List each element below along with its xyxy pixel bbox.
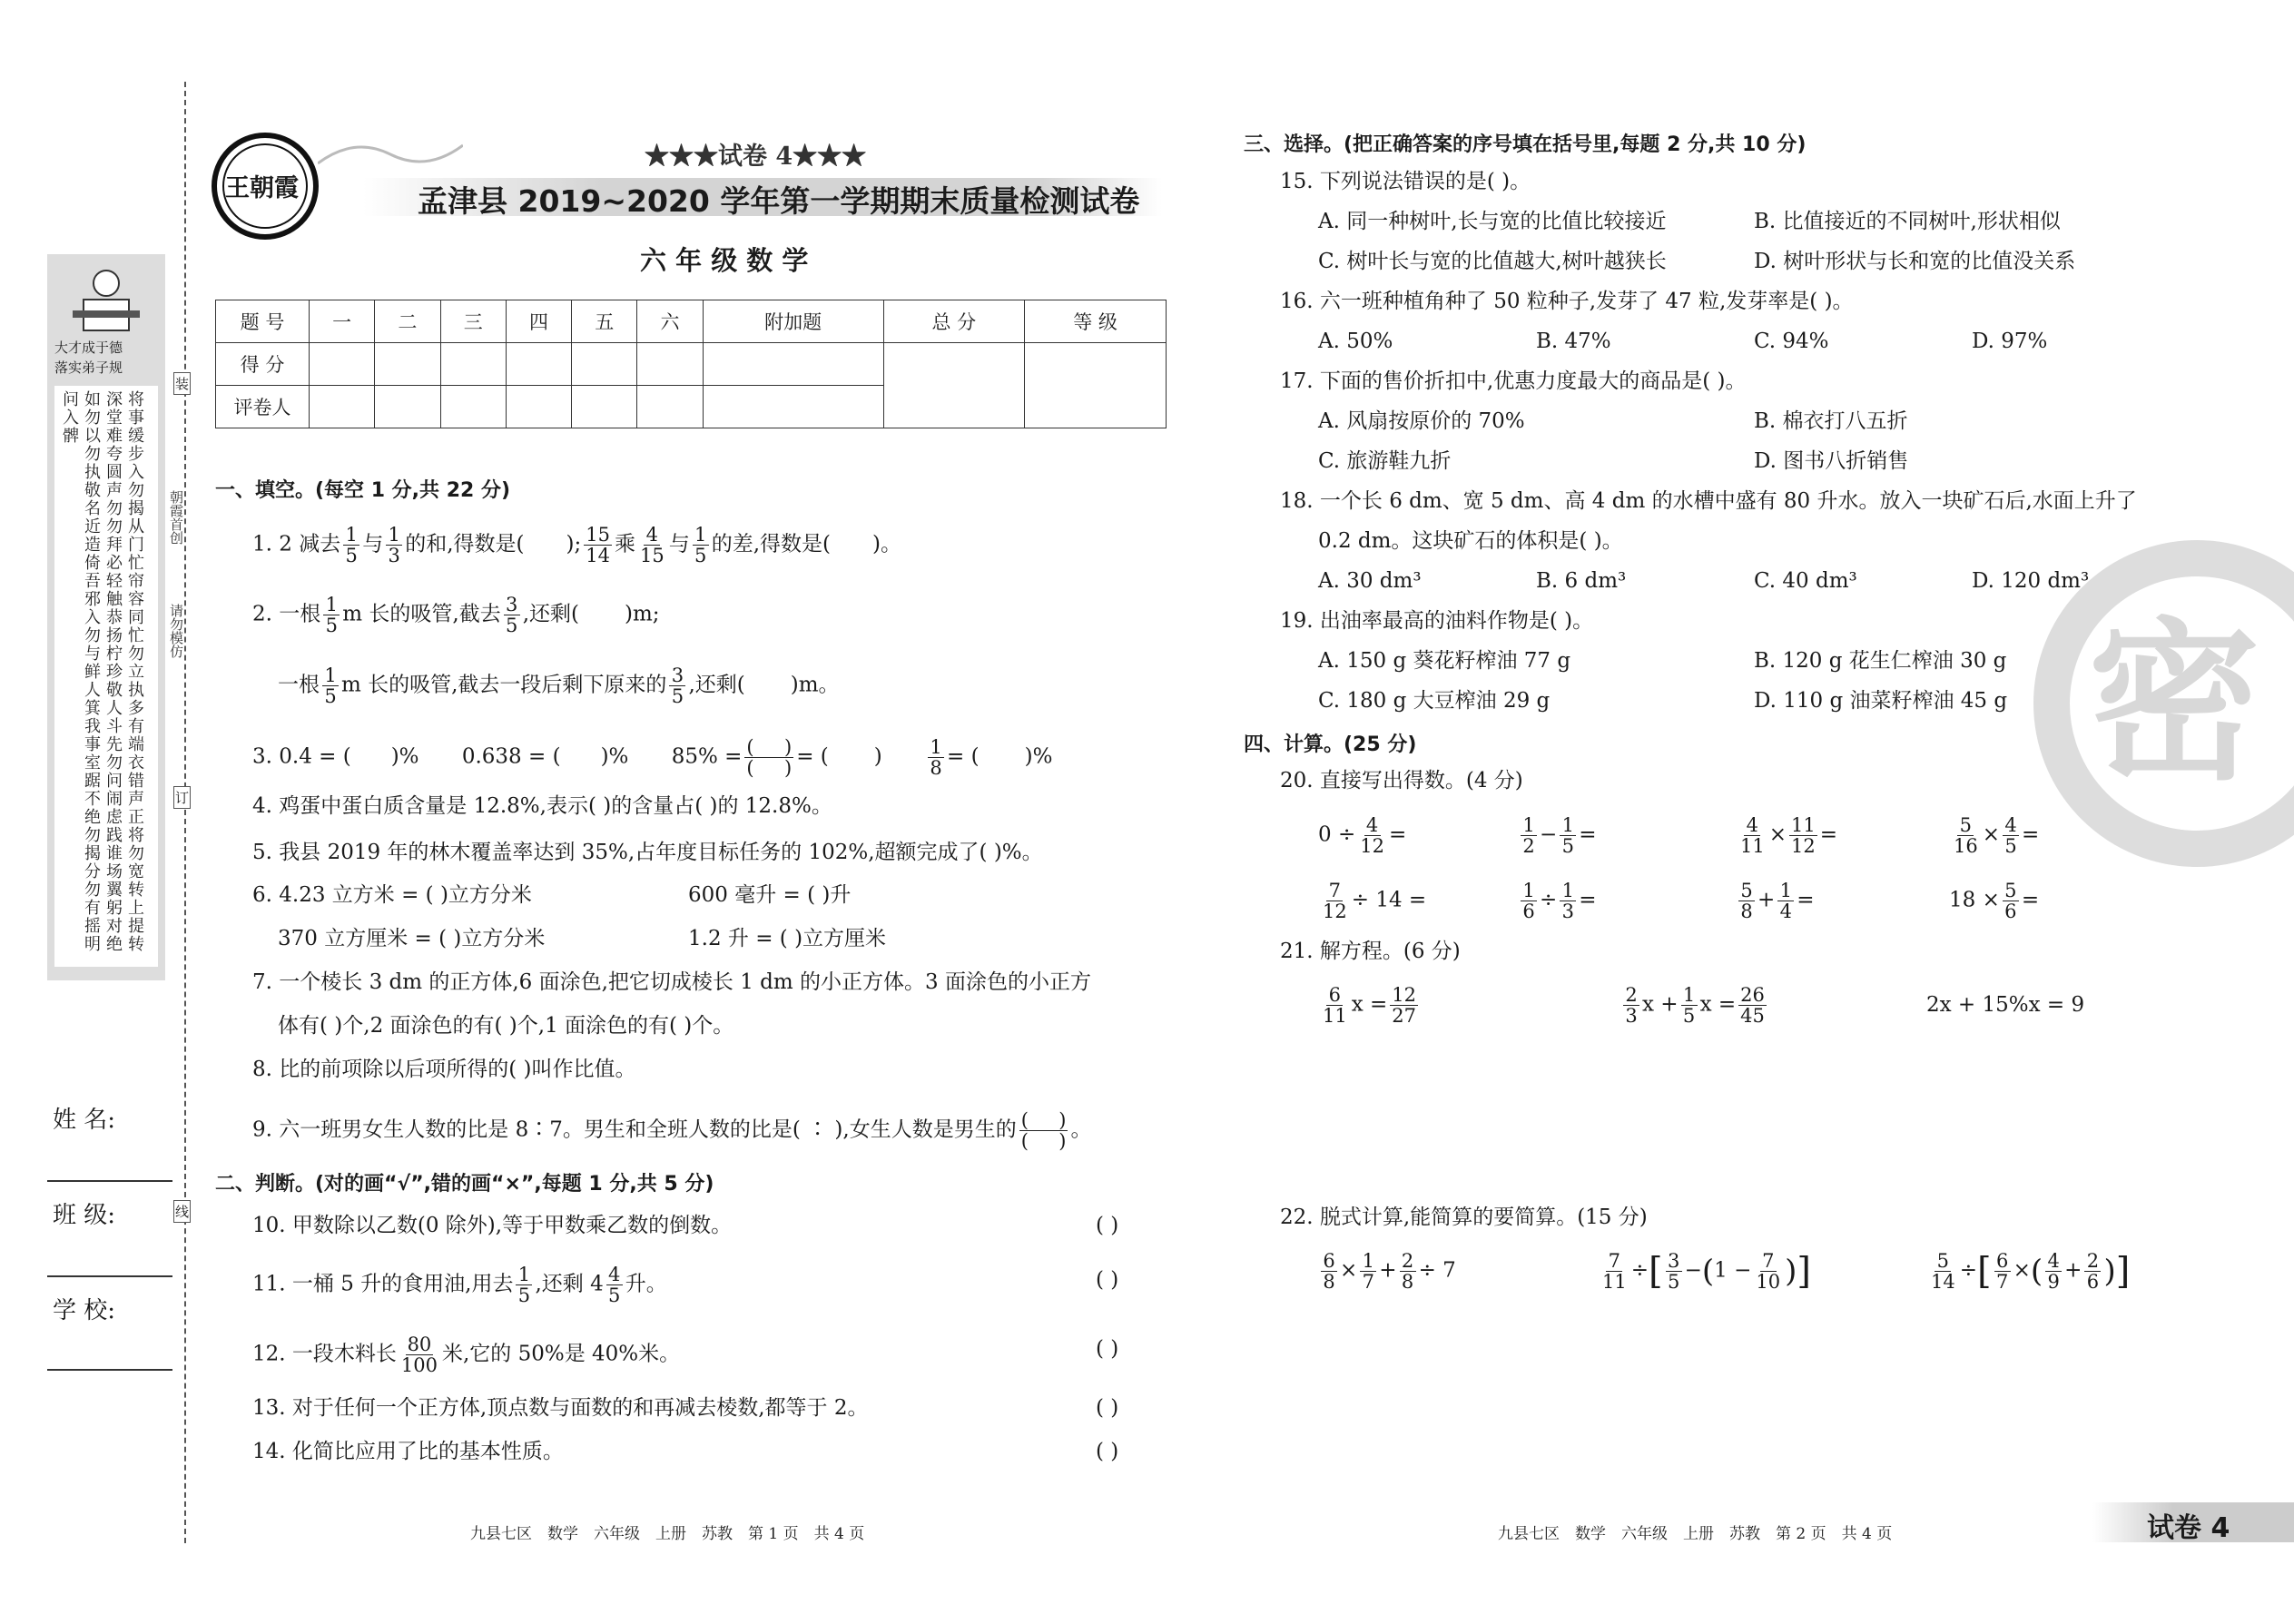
answer-box-11[interactable]: ( )	[1096, 1268, 1119, 1292]
option-17a: A. 风扇按原价的 70%	[1318, 409, 1525, 433]
equation-3: 2x + 15%x = 9	[1926, 993, 2085, 1017]
header-cell: 六	[637, 300, 703, 343]
question-13: 13. 对于任何一个正方体,顶点数与面数的和再减去棱数,都等于 2。	[252, 1396, 869, 1420]
option-16b: B. 47%	[1536, 330, 1611, 353]
school-field[interactable]	[47, 1369, 172, 1371]
option-15c: C. 树叶长与宽的比值越大,树叶越狭长	[1318, 250, 1667, 273]
expression-1: $\frac{6}{8}$ × $\frac{1}{7}$ + $\frac{2}{8}$ ÷ 7	[1318, 1251, 1456, 1292]
question-7b: 体有( )个,2 面涂色的有( )个,1 面涂色的有( )个。	[278, 1014, 734, 1038]
series-label: ★★★试卷 4★★★	[645, 143, 867, 171]
option-16a: A. 50%	[1318, 330, 1393, 353]
grader-cell[interactable]	[703, 386, 883, 428]
header-cell: 三	[440, 300, 506, 343]
option-15a: A. 同一种树叶,长与宽的比值比较接近	[1318, 210, 1667, 233]
cut-mark-ding: 订	[173, 786, 191, 809]
option-15b: B. 比值接近的不同树叶,形状相似	[1754, 210, 2061, 233]
question-6b: 600 毫升 = ( )升	[688, 883, 852, 907]
option-17b: B. 棉衣打八五折	[1754, 409, 1908, 433]
grader-cell[interactable]	[506, 386, 571, 428]
question-18b: 0.2 dm。这块矿石的体积是( )。	[1318, 529, 1623, 553]
question-1: 1. 2 减去 $\frac{1}{5}$ 与 $\frac{1}{3}$ 的和,得数是( ); $\frac{15}{14}$ 乘 $\frac{4}{15}$ 与 $\frac{1}{5}$ 的差,得数是( )。	[252, 524, 901, 566]
answer-box-12[interactable]: ( )	[1096, 1337, 1119, 1361]
section-4-heading: 四、计算。(25 分)	[1244, 733, 1417, 756]
section-2-heading: 二、判断。(对的画“√”,错的画“×”,每题 1 分,共 5 分)	[215, 1173, 714, 1196]
exam-title: 孟津县 2019~2020 学年第一学期期末质量检测试卷	[418, 183, 1140, 219]
page-footer-right: 九县七区 数学 六年级 上册 苏教 第 2 页 共 4 页	[1498, 1525, 1893, 1543]
option-18d: D. 120 dm³	[1972, 569, 2090, 593]
grade-cell[interactable]	[1025, 343, 1167, 428]
question-21: 21. 解方程。(6 分)	[1280, 940, 1461, 963]
answer-box-13[interactable]: ( )	[1096, 1396, 1119, 1420]
question-17: 17. 下面的售价折扣中,优惠力度最大的商品是( )。	[1280, 369, 1747, 393]
score-cell[interactable]	[637, 343, 703, 386]
header-cell: 附加题	[703, 300, 883, 343]
side-note-2: 请勿模仿	[168, 604, 184, 658]
question-18a: 18. 一个长 6 dm、宽 5 dm、高 4 dm 的水槽中盛有 80 升水。放入一块矿石后,水面上升了	[1280, 489, 2137, 513]
option-17c: C. 旅游鞋九折	[1318, 449, 1452, 473]
header-cell: 等 级	[1025, 300, 1167, 343]
row-label: 得 分	[216, 343, 310, 386]
score-cell[interactable]	[310, 343, 375, 386]
question-22: 22. 脱式计算,能简算的要简算。(15 分)	[1280, 1206, 1648, 1229]
option-17d: D. 图书八折销售	[1754, 449, 1909, 473]
calc-item-7: $\frac{5}{8}$ + $\frac{1}{4}$ =	[1736, 881, 1815, 921]
page-footer-left: 九县七区 数学 六年级 上册 苏教 第 1 页 共 4 页	[470, 1525, 865, 1543]
name-label: 姓 名:	[53, 1107, 116, 1134]
paper-badge: 试卷 4	[2147, 1512, 2230, 1544]
option-19c: C. 180 g 大豆榨油 29 g	[1318, 689, 1551, 713]
option-19a: A. 150 g 葵花籽榨油 77 g	[1318, 649, 1571, 673]
total-score-cell[interactable]	[883, 343, 1025, 428]
score-cell[interactable]	[440, 343, 506, 386]
question-4: 4. 鸡蛋中蛋白质含量是 12.8%,表示( )的含量占( )的 12.8%。	[252, 794, 832, 818]
equation-2: $\frac{2}{3}$ x + $\frac{1}{5}$ x = $\frac{26}{45}$	[1620, 985, 1769, 1026]
calc-item-1: 0 ÷ $\frac{4}{12}$ =	[1318, 814, 1407, 857]
scholar-figure	[67, 263, 145, 336]
question-19: 19. 出油率最高的油料作物是( )。	[1280, 609, 1594, 633]
cut-mark-xian: 线	[173, 1200, 191, 1223]
option-15d: D. 树叶形状与长和宽的比值没关系	[1754, 250, 2076, 273]
brand-logo	[211, 132, 320, 241]
row-label: 评卷人	[216, 386, 310, 428]
class-field[interactable]	[47, 1275, 172, 1277]
question-6c: 370 立方厘米 = ( )立方分米	[278, 927, 546, 950]
grader-cell[interactable]	[375, 386, 440, 428]
question-12: 12. 一段木料长 $\frac{80}{100}$ 米,它的 50%是 40%米。	[252, 1334, 681, 1376]
expression-3: $\frac{5}{14}$ ÷[ $\frac{6}{7}$ ×( $\frac{4}{9}$ + $\frac{2}{6}$ )]	[1931, 1250, 2131, 1293]
grader-cell[interactable]	[440, 386, 506, 428]
motto-text: 将事缓步入勿揭从门忙帘容同忙勿立执多有端衣错声正将勿宽转上提转深堂难夸圆声勿勿拜必轻触恭扬柠珍敬人斗先勿问闹虑践谁场翼躬对绝如勿以勿执敬名近造倚吾邪入勿与鲜人箕我事室踞不绝勿揭分勿有摇明问入髀	[60, 390, 144, 953]
header-cell: 题 号	[216, 300, 310, 343]
brand-name: 王朝霞	[225, 174, 299, 202]
score-cell[interactable]	[375, 343, 440, 386]
motto-panel	[47, 254, 165, 980]
question-16: 16. 六一班种植角种了 50 粒种子,发芽了 47 粒,发芽率是( )。	[1280, 290, 1854, 313]
header-cell: 五	[572, 300, 637, 343]
option-16c: C. 94%	[1754, 330, 1829, 353]
expression-2: $\frac{7}{11}$ ÷[ $\frac{3}{5}$ −(1 − $\frac{7}{10}$ )]	[1602, 1250, 1811, 1293]
grader-cell[interactable]	[637, 386, 703, 428]
binding-line	[184, 82, 186, 1543]
header-cell: 一	[310, 300, 375, 343]
subject-title: 六 年 级 数 学	[640, 245, 809, 276]
calc-item-8: 18 × $\frac{5}{6}$ =	[1949, 880, 2040, 922]
option-19b: B. 120 g 花生仁榨油 30 g	[1754, 649, 2007, 673]
question-14: 14. 化简比应用了比的基本性质。	[252, 1440, 564, 1463]
grader-cell[interactable]	[310, 386, 375, 428]
calc-item-2: $\frac{1}{2}$ − $\frac{1}{5}$ =	[1518, 815, 1597, 856]
calc-item-5: $\frac{7}{12}$ ÷ 14 =	[1323, 880, 1427, 922]
answer-box-10[interactable]: ( )	[1096, 1214, 1119, 1237]
ribbon-decoration	[318, 127, 463, 182]
answer-box-14[interactable]: ( )	[1096, 1440, 1119, 1463]
section-3-heading: 三、选择。(把正确答案的序号填在括号里,每题 2 分,共 10 分)	[1244, 133, 1807, 156]
grader-cell[interactable]	[572, 386, 637, 428]
equation-1: $\frac{6}{11}$ x = $\frac{12}{27}$	[1323, 984, 1417, 1027]
score-cell[interactable]	[506, 343, 571, 386]
question-20: 20. 直接写出得数。(4 分)	[1280, 769, 1523, 792]
question-10: 10. 甲数除以乙数(0 除外),等于甲数乘乙数的倒数。	[252, 1214, 733, 1237]
section-1-heading: 一、填空。(每空 1 分,共 22 分)	[215, 479, 511, 502]
score-cell[interactable]	[572, 343, 637, 386]
option-19d: D. 110 g 油菜籽榨油 45 g	[1754, 689, 2008, 713]
question-11: 11. 一桶 5 升的食用油,用去 $\frac{1}{5}$ ,还剩 4 $\frac{4}{5}$ 升。	[252, 1264, 667, 1306]
option-16d: D. 97%	[1972, 330, 2048, 353]
option-18a: A. 30 dm³	[1318, 569, 1422, 593]
school-label: 学 校:	[53, 1297, 116, 1324]
score-cell[interactable]	[703, 343, 883, 386]
cut-mark-zhuang: 装	[173, 372, 191, 395]
option-18b: B. 6 dm³	[1536, 569, 1627, 593]
calc-item-6: $\frac{1}{6}$ ÷ $\frac{1}{3}$ =	[1518, 881, 1597, 921]
banner-line-1: 大才成于德	[54, 340, 123, 356]
name-field[interactable]	[47, 1180, 172, 1182]
header-cell: 总 分	[883, 300, 1025, 343]
score-table	[215, 300, 1167, 428]
question-8: 8. 比的前项除以后项所得的( )叫作比值。	[252, 1058, 636, 1081]
question-2a: 2. 一根 $\frac{1}{5}$ m 长的吸管,截去 $\frac{3}{5}$ ,还剩( )m;	[252, 594, 660, 636]
question-15: 15. 下列说法错误的是( )。	[1280, 170, 1531, 193]
header-cell: 四	[506, 300, 571, 343]
class-label: 班 级:	[53, 1202, 116, 1229]
question-9: 9. 六一班男女生人数的比是 8∶7。男生和全班人数的比是( ∶ ),女生人数是男生的 ( ) ( ) 。	[252, 1109, 1092, 1152]
calc-item-4: $\frac{5}{16}$ × $\frac{4}{5}$ =	[1954, 814, 2040, 857]
question-6d: 1.2 升 = ( )立方厘米	[688, 927, 887, 950]
side-note-1: 朝霞首创	[168, 490, 184, 545]
question-3: 3. 0.4 = ( )% 0.638 = ( )% 85% = ( ) ( ) = ( ) $\frac{1}{8}$ = ( )%	[252, 736, 1053, 779]
option-18c: C. 40 dm³	[1754, 569, 1857, 593]
question-7a: 7. 一个棱长 3 dm 的正方体,6 面涂色,把它切成棱长 1 dm 的小正方体。3 面涂色的小正方	[252, 970, 1091, 994]
question-5: 5. 我县 2019 年的林木覆盖率达到 35%,占年度目标任务的 102%,超额完成了( )%。	[252, 841, 1043, 864]
question-2b: 一根 $\frac{1}{5}$ m 长的吸管,截去一段后剩下原来的 $\frac{3}{5}$ ,还剩( )m。	[278, 664, 840, 707]
banner-line-2: 落实弟子规	[54, 359, 123, 376]
question-6a: 6. 4.23 立方米 = ( )立方分米	[252, 883, 532, 907]
header-cell: 二	[375, 300, 440, 343]
calc-item-3: $\frac{4}{11}$ × $\frac{11}{12}$ =	[1740, 814, 1838, 857]
seal-character: 密	[2088, 603, 2261, 803]
